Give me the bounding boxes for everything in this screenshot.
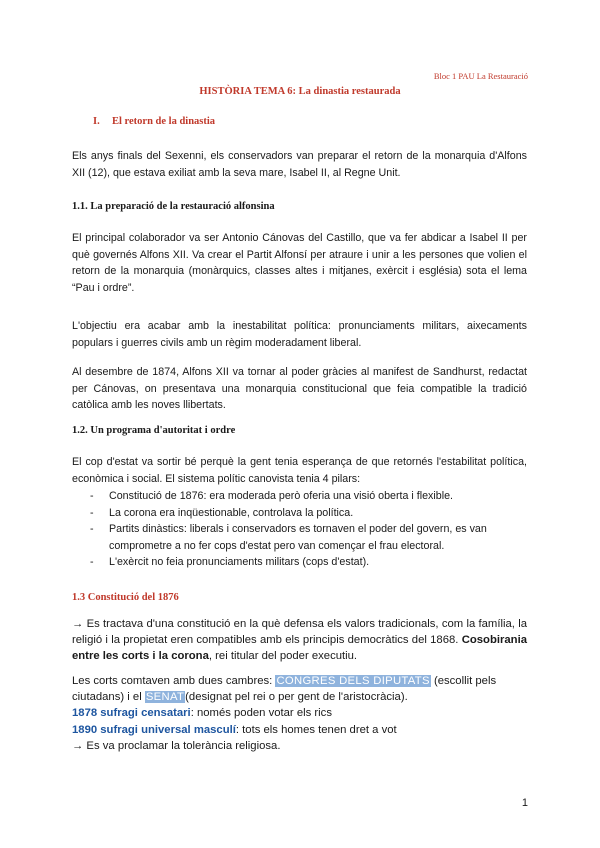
section-1-3-paragraph-1 [72,616,527,665]
cosobirania-bold: Cosobirania entre les corts i la corona [72,634,527,663]
suffrage-1890-label: 1890 sufragi universal masculí [72,723,236,736]
paragraph-text: → Es tractava d'una constitució en la què defensa els valors tradicionals, com la família, la religió i la propietat eren compatibles amb els principis democràtics del 1868. [72,618,527,647]
section-1-heading [93,116,215,127]
page-number: 1 [521,797,528,809]
list-item: - Partits dinàstics: liberals i conservadors es tornaven el poder del govern, es van comprometre a no fer cops d'estat pero van començar el frau electoral. [72,521,527,554]
suffrage-1890-text: : tots els homes tenen dret a vot [235,723,397,736]
document-title: HISTÒRIA TEMA 6: La dinastia restaurada [199,86,401,97]
section-1-2-heading: 1.2. Un programa d'autoritat i ordre [72,425,236,436]
section-1-title: El retorn de la dinastia [112,116,216,127]
list-item: - L'exèrcit no feia pronunciaments militars (cops d'estat). [72,554,527,571]
section-1-3-paragraph-2 [72,673,527,754]
pillars-list [72,488,527,571]
suffrage-1878-label: 1878 sufragi censatari [72,707,191,720]
paragraph-text: Les corts comtaven amb dues cambres: [72,675,273,687]
highlight-congres: CONGRES DELS DIPUTATS [276,675,430,687]
list-item: - La corona era inqüestionable, controlava la política. [72,505,527,522]
section-1-3-heading: 1.3 Constitució del 1876 [72,592,179,603]
suffrage-1878-text: : només poden votar els rics [190,707,332,720]
section-1-1-paragraph-2: L'objectiu era acabar amb la inestabilitat política: pronunciaments militars, aixecaments populars i guerres civils amb un règim moderadament liberal. [72,320,527,349]
highlight-senat: SENAT [145,691,185,704]
running-header: Bloc 1 PAU La Restauració [433,71,528,81]
section-1-1-heading: 1.1. La preparació de la restauració alfonsina [72,201,275,212]
section-1-number: I. [93,116,100,127]
section-1-2-intro: El cop d'estat va sortir bé perquè la gent tenia esperança de que retornés l'estabilitat política, econòmica i social. El sistema polític canovista tenia 4 pilars: [72,456,527,485]
paragraph-text: , rei titular del poder executiu. [208,650,358,663]
list-item: - Constitució de 1876: era moderada però oferia una visió oberta i flexible. [72,488,527,505]
section-1-1-paragraph-3: Al desembre de 1874, Alfons XII va tornar al poder gràcies al manifest de Sandhurst, redactat per Cánovas, on presentava una monarquia constitucional que feia compatible la tradició catòlica amb les noves llibertats. [72,366,527,412]
section-1-1-paragraph-1: El principal colaborador va ser Antonio Cánovas del Castillo, que va fer abdicar a Isabel II per què governés Alfons XII. Va crear el Partit Alfonsí per atraure i unir a les persones que volien el retorn de la monarquia (monàrquics, classes altes i mitjanes, exèrcit i església) sota el lema “Pau i ordre”. [72,232,527,294]
tolerance-line: → Es va proclamar la tolerància religiosa. [72,739,281,752]
paragraph-text: (designat pel rei o per gent de l'aristocràcia). [185,691,408,704]
paragraph-text: (escollit pels ciutadans) i el [72,675,497,704]
section-1-intro: Els anys finals del Sexenni, els conservadors van preparar el retorn de la monarquia d'Alfons XII (12), que estava exiliat amb la seva mare, Isabel II, al Regne Unit. [72,150,527,179]
